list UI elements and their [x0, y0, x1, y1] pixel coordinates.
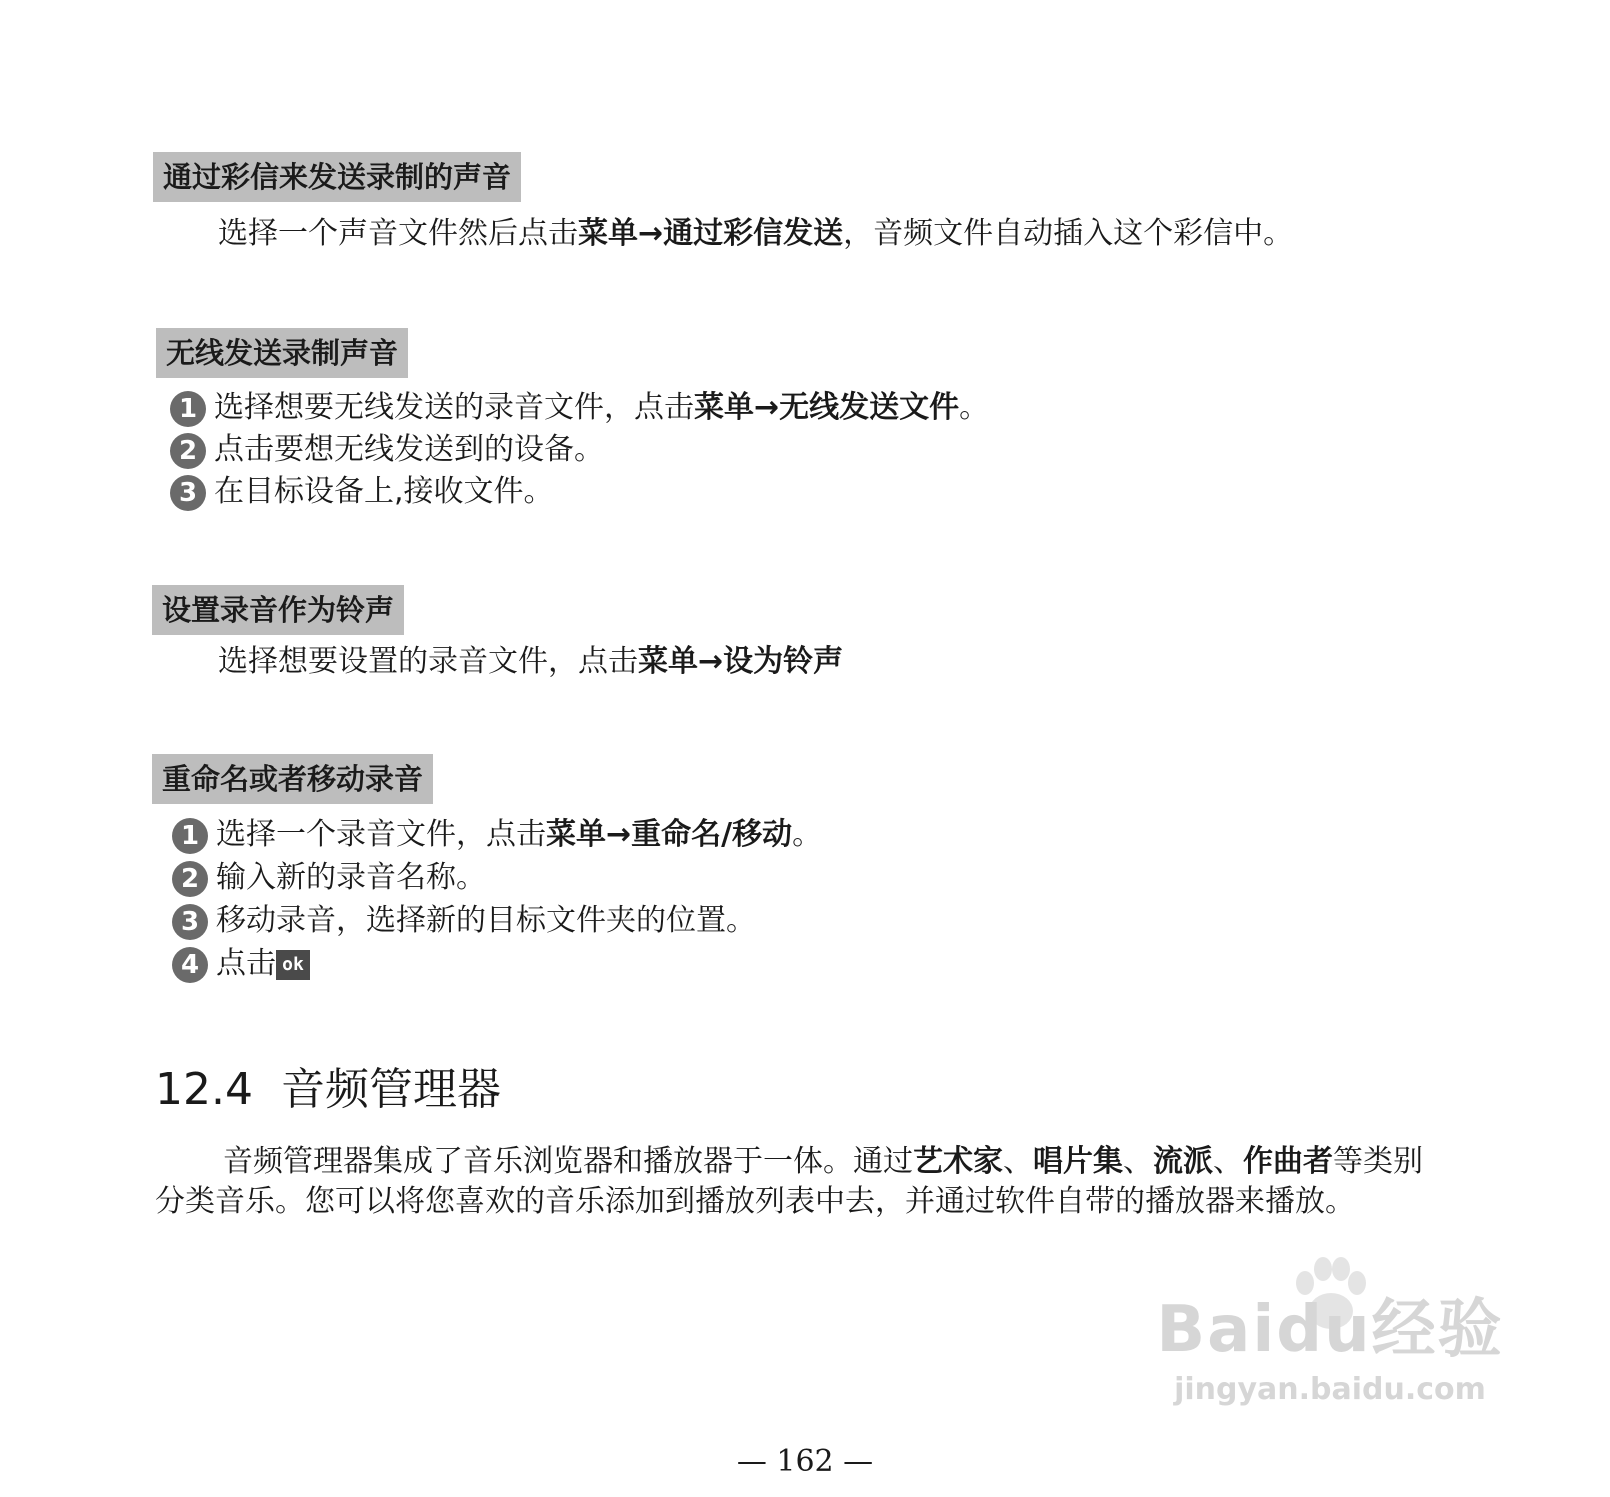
step-number-badge: 1: [172, 818, 208, 854]
page-number: — 162 —: [736, 1444, 874, 1479]
section-heading-mms: 通过彩信来发送录制的声音: [153, 152, 521, 202]
section-heading-rename: 重命名或者移动录音: [152, 754, 433, 804]
step-number-badge: 3: [172, 904, 208, 940]
baidu-watermark: Baidu经验 jingyan.baidu.com: [1156, 1293, 1504, 1407]
rename-step-1: 1 选择一个录音文件，点击菜单→重命名/移动。: [172, 813, 822, 857]
step-number-badge: 3: [170, 475, 206, 511]
ringtone-instructions: 选择想要设置的录音文件，点击菜单→设为铃声: [218, 644, 844, 679]
mms-instructions: 选择一个声音文件然后点击菜单→通过彩信发送，音频文件自动插入这个彩信中。: [218, 216, 1294, 251]
wireless-step-1: 1 选择想要无线发送的录音文件，点击菜单→无线发送文件。: [170, 386, 989, 430]
step-number-badge: 4: [172, 947, 208, 983]
wireless-step-2: 2 点击要想无线发送到的设备。: [170, 428, 604, 472]
step-number-badge: 2: [170, 433, 206, 469]
section-heading-wireless: 无线发送录制声音: [156, 328, 408, 378]
step-number-badge: 1: [170, 391, 206, 427]
step-number-badge: 2: [172, 861, 208, 897]
rename-step-4: 4 点击 ok: [172, 942, 310, 986]
ok-button-icon: ok: [276, 950, 310, 980]
rename-step-2: 2 输入新的录音名称。: [172, 856, 486, 900]
audio-manager-intro: 音频管理器集成了音乐浏览器和播放器于一体。通过艺术家、唱片集、流派、作曲者等类别分类音乐。您可以将您喜欢的音乐添加到播放列表中去，并通过软件自带的播放器来播放。: [155, 1144, 1423, 1219]
wireless-step-3: 3 在目标设备上,接收文件。: [170, 470, 554, 514]
rename-step-3: 3 移动录音，选择新的目标文件夹的位置。: [172, 899, 756, 943]
section-title-audio-manager: 12.4 音频管理器: [155, 1064, 501, 1115]
section-heading-ringtone: 设置录音作为铃声: [152, 585, 404, 635]
